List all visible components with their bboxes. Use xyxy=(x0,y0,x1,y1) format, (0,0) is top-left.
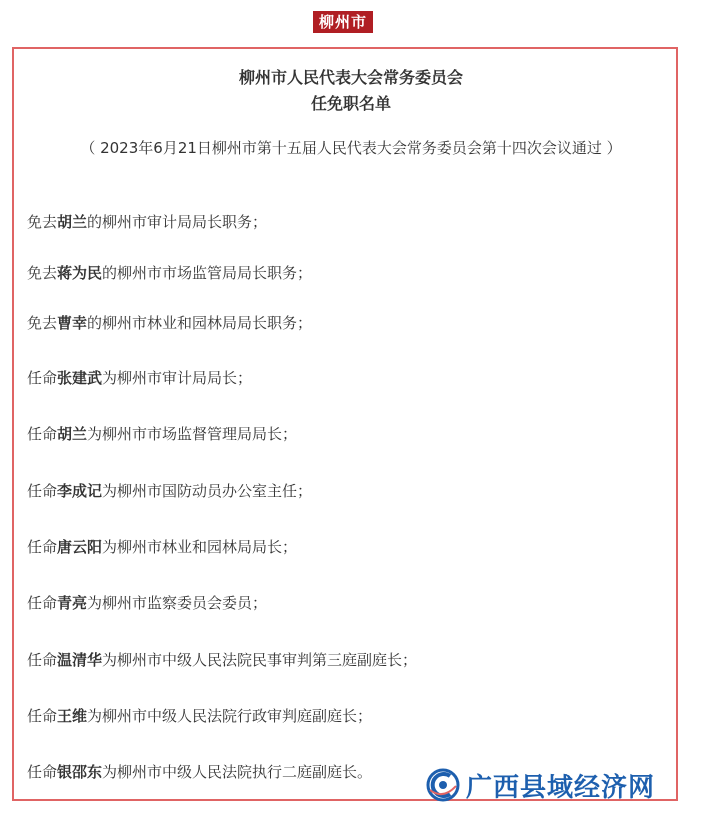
item-rest: 为柳州市审计局局长； xyxy=(102,369,253,387)
document-title-line2: 任免职名单 xyxy=(310,94,391,113)
list-item xyxy=(27,536,297,557)
item-prefix: 任命 xyxy=(27,538,58,556)
item-prefix: 任命 xyxy=(27,651,58,669)
item-rest: 为柳州市中级人民法院民事审判第三庭副庭长； xyxy=(102,651,418,669)
item-prefix: 免去 xyxy=(27,213,58,231)
item-rest: 为柳州市中级人民法院执行二庭副庭长。 xyxy=(102,763,373,781)
list-item xyxy=(27,423,297,444)
item-name: 唐云阳 xyxy=(57,538,103,556)
item-prefix: 任命 xyxy=(27,763,58,781)
city-tag: 柳州市 xyxy=(313,11,373,33)
item-prefix: 免去 xyxy=(27,264,58,282)
item-rest: 为柳州市国防动员办公室主任； xyxy=(102,482,313,500)
item-prefix: 任命 xyxy=(27,425,58,443)
list-item xyxy=(27,480,312,501)
item-name: 王维 xyxy=(57,707,88,725)
site-logo-icon xyxy=(426,768,460,802)
item-name: 李成记 xyxy=(57,482,103,500)
item-name: 青亮 xyxy=(57,594,88,612)
item-rest: 为柳州市市场监督管理局局长； xyxy=(87,425,298,443)
item-name: 胡兰 xyxy=(57,213,88,231)
document-subtitle: （ 2023年6月21日柳州市第十五届人民代表大会常务委员会第十四次会议通过 ） xyxy=(80,139,622,157)
item-prefix: 任命 xyxy=(27,707,58,725)
item-name: 曹幸 xyxy=(57,314,88,332)
list-item xyxy=(27,592,267,613)
list-item xyxy=(27,649,417,670)
item-prefix: 任命 xyxy=(27,594,58,612)
item-rest: 为柳州市监察委员会委员； xyxy=(87,594,268,612)
list-item xyxy=(27,367,252,388)
item-prefix: 任命 xyxy=(27,369,58,387)
item-name: 胡兰 xyxy=(57,425,88,443)
list-item xyxy=(27,761,372,782)
document-title-line1: 柳州市人民代表大会常务委员会 xyxy=(238,68,463,87)
item-name: 蒋为民 xyxy=(57,264,103,282)
item-rest: 的柳州市林业和园林局局长职务； xyxy=(87,314,313,332)
item-name: 温清华 xyxy=(57,651,103,669)
item-name: 张建武 xyxy=(57,369,103,387)
item-prefix: 免去 xyxy=(27,314,58,332)
item-name: 银邵东 xyxy=(57,763,103,781)
item-rest: 为柳州市中级人民法院行政审判庭副庭长； xyxy=(87,707,373,725)
list-item xyxy=(27,211,267,232)
site-watermark xyxy=(426,763,655,807)
watermark-text: 广西县域经济网 xyxy=(466,772,656,803)
item-prefix: 任命 xyxy=(27,482,58,500)
item-rest: 的柳州市审计局局长职务； xyxy=(87,213,268,231)
item-rest: 的柳州市市场监管局局长职务； xyxy=(102,264,313,282)
item-rest: 为柳州市林业和园林局局长； xyxy=(102,538,298,556)
list-item xyxy=(27,312,312,333)
list-item xyxy=(27,262,312,283)
list-item xyxy=(27,705,372,726)
